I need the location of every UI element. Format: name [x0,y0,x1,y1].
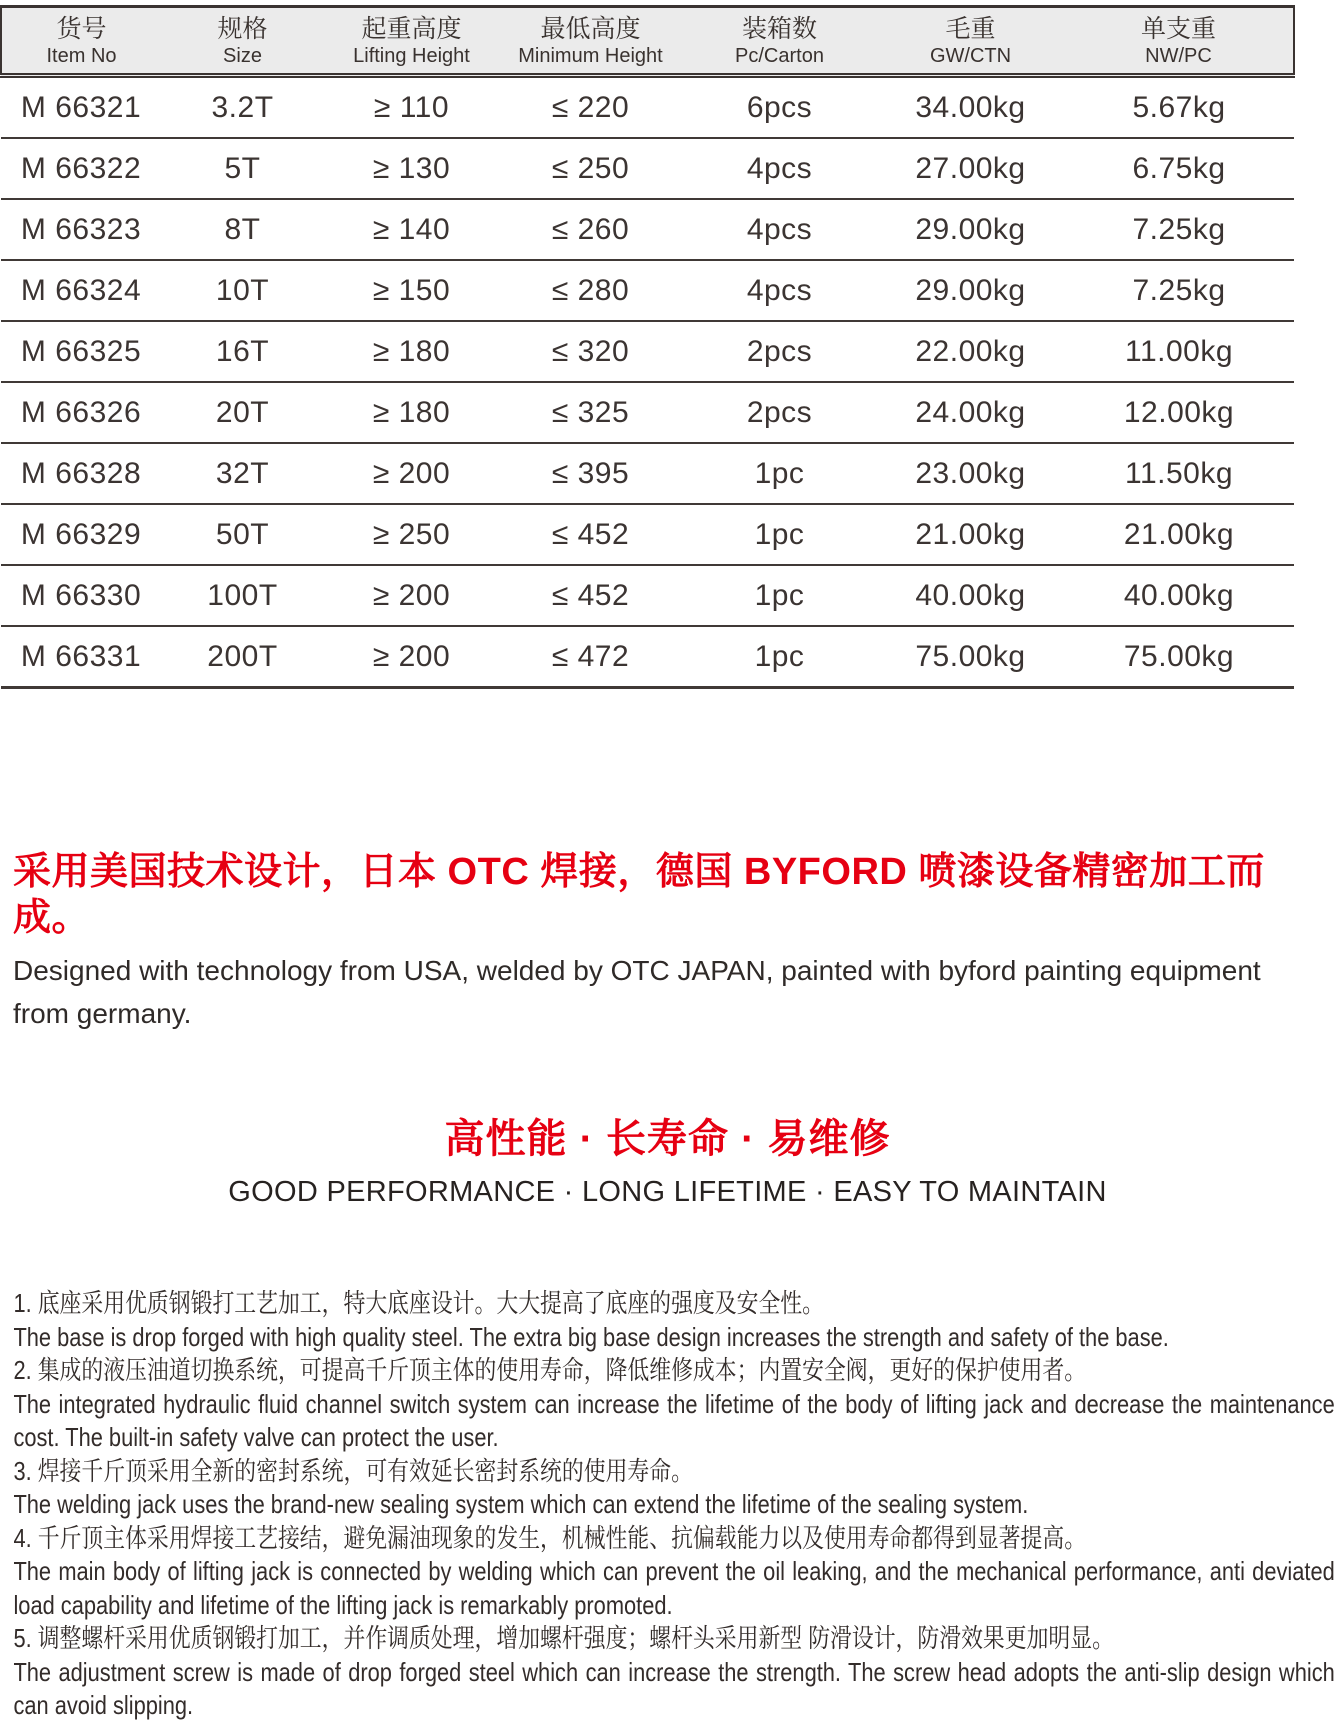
table-cell: 5.67kg [1064,76,1294,139]
table-cell: ≤ 220 [499,76,682,139]
column-header-gw-ctn [877,7,1064,76]
table-cell: M 66321 [1,76,161,139]
table-cell: ≤ 260 [499,199,682,260]
table-cell: 8T [161,199,324,260]
table-cell: ≥ 200 [324,565,499,626]
spec-table-header [1,7,1294,76]
table-cell: ≤ 325 [499,382,682,443]
column-header-en: Minimum Height [518,45,663,67]
intro-text-en: Designed with technology from USA, welded by OTC JAPAN, painted with byford painting equipment from germany. [13,955,1261,1029]
feature-text-en: The adjustment screw is made of drop forged steel which can increase the strength. The screw head adopts the anti-slip design which can avoid slipping. [13,1656,1335,1720]
table-cell: 11.00kg [1064,321,1294,382]
column-header-zh: 单支重 [1140,15,1216,43]
slogan-section [0,1115,1335,1209]
table-cell: ≥ 140 [324,199,499,260]
table-cell: 3.2T [161,76,324,139]
table-row [1,138,1294,199]
table-row [1,382,1294,443]
table-cell: 4pcs [682,260,877,321]
feature-text-zh: 2. 集成的液压油道切换系统，可提高千斤顶主体的使用寿命，降低维修成本；内置安全阀，更好的保护使用者。 [13,1355,1087,1385]
table-cell: 10T [161,260,324,321]
table-cell: 34.00kg [877,76,1064,139]
table-cell: ≥ 110 [324,76,499,139]
column-header-en: Item No [46,45,117,67]
table-cell: ≤ 320 [499,321,682,382]
table-cell: M 66322 [1,138,161,199]
table-cell: M 66324 [1,260,161,321]
feature-text-zh: 4. 千斤顶主体采用焊接工艺接结，避免漏油现象的发生，机械性能、抗偏载能力以及使用寿命都得到显著提高。 [13,1522,1087,1553]
table-row [1,76,1294,139]
table-cell: 4pcs [682,138,877,199]
table-cell: ≥ 250 [324,504,499,565]
table-row [1,260,1294,321]
table-cell: 23.00kg [877,443,1064,504]
table-cell: 32T [161,443,324,504]
table-row [1,199,1294,260]
table-cell: ≤ 280 [499,260,682,321]
table-cell: M 66328 [1,443,161,504]
table-cell: 1pc [682,565,877,626]
table-cell: 2pcs [682,321,877,382]
table-cell: 16T [161,321,324,382]
table-cell: 100T [161,565,324,626]
column-header-zh: 装箱数 [741,15,817,43]
table-cell: 200T [161,626,324,688]
column-header-lifting-height [324,7,499,76]
table-cell: 21.00kg [1064,504,1294,565]
feature-text-en: The integrated hydraulic fluid channel switch system can increase the lifetime of the body of lifting jack and decrease the maintenance cost. The built-in safety valve can protect the user. [13,1388,1335,1452]
slogan-text-en: GOOD PERFORMANCE · LONG LIFETIME · EASY TO MAINTAIN [228,1176,1107,1208]
table-cell: 40.00kg [877,565,1064,626]
table-cell: ≥ 180 [324,382,499,443]
column-header-en: Pc/Carton [735,45,824,67]
column-header-zh: 最低高度 [540,15,641,43]
feature-text-zh: 5. 调整螺杆采用优质钢锻打加工，并作调质处理，增加螺杆强度；螺杆头采用新型 防滑设计，防滑效果更加明显。 [13,1623,1114,1653]
table-row [1,443,1294,504]
table-cell: ≥ 200 [324,626,499,688]
feature-text-zh: 3. 焊接千斤顶采用全新的密封系统，可有效延长密封系统的使用寿命。 [13,1455,693,1486]
table-cell: M 66325 [1,321,161,382]
column-header-en: Lifting Height [353,45,470,67]
table-cell: ≥ 180 [324,321,499,382]
table-cell: 2pcs [682,382,877,443]
column-header-item-no [1,7,161,76]
table-cell: ≥ 130 [324,138,499,199]
table-cell: 29.00kg [877,199,1064,260]
table-cell: 24.00kg [877,382,1064,443]
table-cell: 29.00kg [877,260,1064,321]
table-cell: 50T [161,504,324,565]
table-cell: 22.00kg [877,321,1064,382]
table-row [1,626,1294,688]
table-cell: ≥ 150 [324,260,499,321]
table-cell: ≤ 452 [499,504,682,565]
feature-text-en: The welding jack uses the brand-new sealing system which can extend the lifetime of the sealing system. [13,1489,1029,1519]
table-cell: 12.00kg [1064,382,1294,443]
features-section [0,1287,1335,1723]
intro-text-zh: 采用美国技术设计，日本 OTC 焊接，德国 BYFORD 喷漆设备精密加工而成。 [13,851,1265,939]
table-row [1,565,1294,626]
table-cell: 1pc [682,504,877,565]
table-cell: ≤ 395 [499,443,682,504]
table-cell: M 66326 [1,382,161,443]
table-cell: ≤ 452 [499,565,682,626]
column-header-size [161,7,324,76]
column-header-en: NW/PC [1145,45,1212,67]
feature-text-en: The base is drop forged with high quality steel. The extra big base design increases the strength and safety of the base. [13,1321,1169,1352]
table-cell: 7.25kg [1064,199,1294,260]
table-cell: 5T [161,138,324,199]
table-cell: M 66329 [1,504,161,565]
table-cell: 1pc [682,626,877,688]
table-cell: 27.00kg [877,138,1064,199]
table-cell: M 66331 [1,626,161,688]
column-header-nw-pc [1064,7,1294,76]
table-row [1,321,1294,382]
features-list [13,1287,1334,1723]
intro-section [0,849,1335,1035]
spec-table-body [1,76,1294,688]
table-cell: 6pcs [682,76,877,139]
slogan-text-zh: 高性能 · 长寿命 · 易维修 [444,1117,891,1161]
header-row [1,7,1294,76]
table-cell: ≥ 200 [324,443,499,504]
table-cell: M 66323 [1,199,161,260]
column-header-en: GW/CTN [929,45,1012,67]
table-cell: ≤ 472 [499,626,682,688]
column-header-zh: 毛重 [945,15,996,43]
table-cell: ≤ 250 [499,138,682,199]
column-header-zh: 起重高度 [361,15,462,43]
table-cell: 6.75kg [1064,138,1294,199]
feature-text-en: The main body of lifting jack is connected by welding which can prevent the oil leaking, and the mechanical performance, anti deviated load capability and lifetime of the lifting jack is remarkably promoted. [13,1556,1335,1620]
table-cell: 40.00kg [1064,565,1294,626]
column-header-en: Size [223,45,262,67]
table-row [1,504,1294,565]
spec-table [0,5,1295,689]
feature-text-zh: 1. 底座采用优质钢锻打工艺加工，特大底座设计。大大提高了底座的强度及安全性。 [13,1288,824,1318]
table-cell: 7.25kg [1064,260,1294,321]
table-cell: M 66330 [1,565,161,626]
table-cell: 20T [161,382,324,443]
column-header-zh: 货号 [56,15,107,43]
table-cell: 75.00kg [877,626,1064,688]
column-header-minimum-height [499,7,682,76]
column-header-pc-carton [682,7,877,76]
table-cell: 21.00kg [877,504,1064,565]
column-header-zh: 规格 [217,15,268,43]
table-cell: 75.00kg [1064,626,1294,688]
table-cell: 4pcs [682,199,877,260]
table-cell: 11.50kg [1064,443,1294,504]
table-cell: 1pc [682,443,877,504]
